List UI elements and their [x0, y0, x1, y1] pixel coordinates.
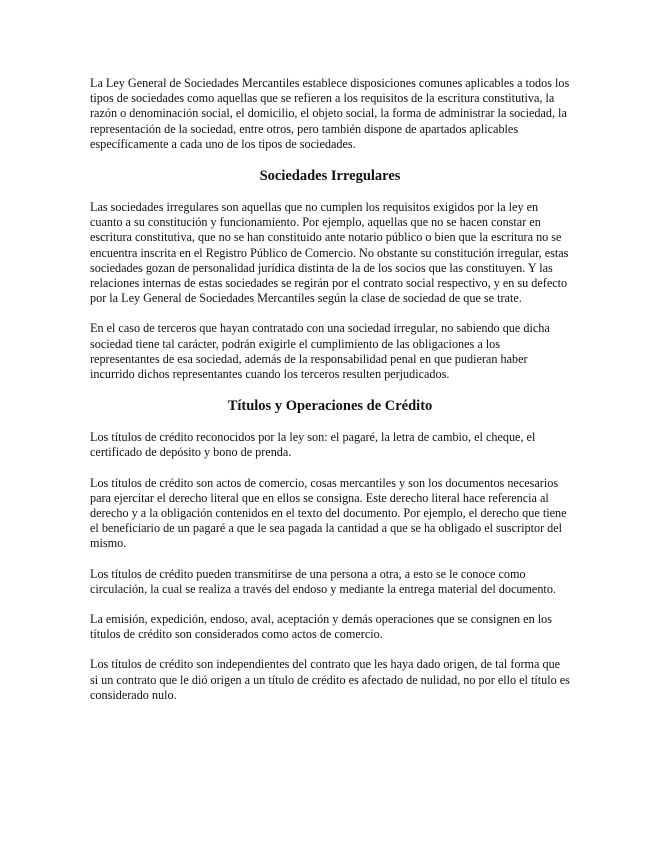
paragraph: Los títulos de crédito reconocidos por la ley son: el pagaré, la letra de cambio, el cheque, el certificado de depósito y bono de prenda. — [90, 430, 536, 460]
heading-sociedades-irregulares: Sociedades Irregulares — [259, 168, 401, 185]
paragraph: En el caso de terceros que hayan contratado con una sociedad irregular, no sabiendo que dicha sociedad tiene tal carácter, podrán exigirle el cumplimiento de las obligaciones a los representantes de esa sociedad, además de la responsabilidad penal en que pudieran haber incurrido dichos representantes cuando los terceros resulten perjudicados. — [90, 321, 550, 382]
paragraph: La emisión, expedición, endoso, aval, aceptación y demás operaciones que se consignen en los títulos de crédito son considerados como actos de comercio. — [90, 612, 552, 642]
paragraph: Los títulos de crédito son actos de comercio, cosas mercantiles y son los documentos necesarios para ejercitar el derecho literal que en ellos se consigna. Este derecho literal hace referencia al derecho y a la obligación contenidos en el texto del documento. Por ejemplo, el derecho que tiene el beneficiario de un pagaré a que le sea pagada la cantidad a que se ha obligado el suscriptor del mismo. — [90, 475, 567, 551]
paragraph: Las sociedades irregulares son aquellas que no cumplen los requisitos exigidos por la ley en cuanto a su constitución y funcionamiento. Por ejemplo, aquellas que no se hacen constar en escritura constitutiva, que no se han constituido ante notario público o bien que la escritura no se encuentra inscrita en el Registro Público de Comercio. No obstante su constitución irregular, estas sociedades gozan de personalidad jurídica distinta de la de los socios que las constituyen. Y las relaciones internas de estas sociedades se regirán por el contrato social respectivo, y en su defecto por la Ley General de Sociedades Mercantiles según la clase de sociedad de que se trate. — [90, 200, 569, 306]
document-page — [90, 76, 570, 718]
intro-paragraph: La Ley General de Sociedades Mercantiles establece disposiciones comunes aplicables a todos los tipos de sociedades como aquellas que se refieren a los requisitos de la escritura constitutiva, la razón o denominación social, el domicilio, el objeto social, la forma de administrar la sociedad, la representación de la sociedad, entre otros, pero también dispone de apartados aplicables específicamente a cada uno de los tipos de sociedades. — [90, 76, 570, 151]
heading-titulos-operaciones-credito: Títulos y Operaciones de Crédito — [227, 398, 433, 415]
paragraph: Los títulos de crédito pueden transmitirse de una persona a otra, a esto se le conoce como circulación, la cual se realiza a través del endoso y mediante la entrega material del documento. — [90, 566, 556, 596]
paragraph: Los títulos de crédito son independientes del contrato que les haya dado origen, de tal forma que si un contrato que le dió origen a un título de crédito es afectado de nulidad, no por ello el título es considerado nulo. — [90, 657, 570, 702]
